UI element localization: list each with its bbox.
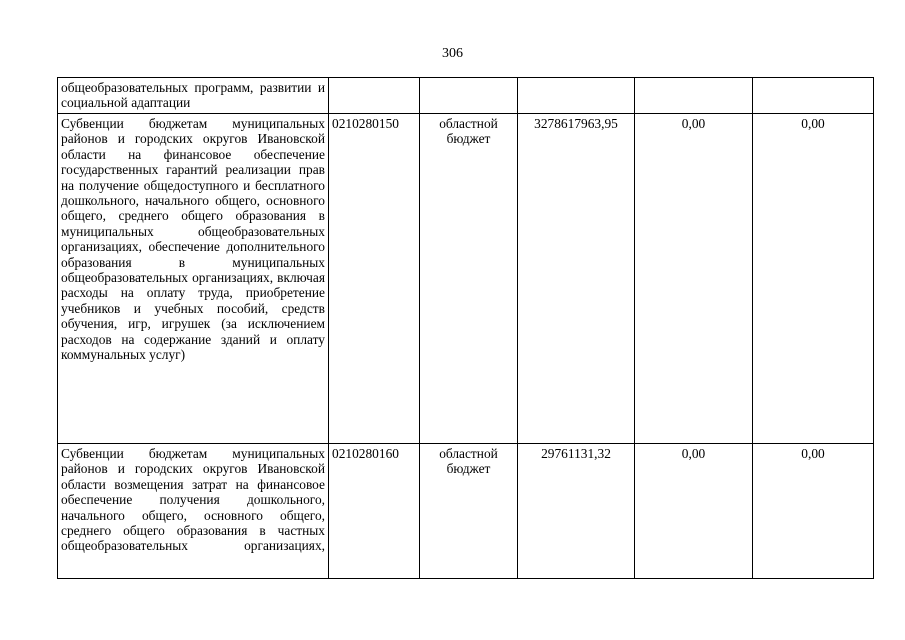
cell-value-2: 0,00 bbox=[635, 444, 753, 579]
page-number: 306 bbox=[442, 46, 463, 61]
cell-amount: 3278617963,95 bbox=[518, 114, 635, 444]
cell-code: 0210280160 bbox=[329, 444, 420, 579]
cell-value-3: 0,00 bbox=[753, 114, 874, 444]
cell-code bbox=[329, 78, 420, 114]
table-row bbox=[58, 114, 874, 444]
budget-table bbox=[57, 77, 874, 579]
cell-source: областной бюджет bbox=[420, 114, 518, 444]
cell-value-3: 0,00 bbox=[753, 444, 874, 579]
cell-amount: 29761131,32 bbox=[518, 444, 635, 579]
cell-value-2: 0,00 bbox=[635, 114, 753, 444]
cell-description: общеобразовательных программ, развитии и социальной адаптации bbox=[58, 78, 329, 114]
cell-description: Субвенции бюджетам муниципальных районов и городских округов Ивановской области на финансовое обеспечение государственных гарантий реализации прав на получение общедоступного и бесплатного дошкольного, начального общего, основного общего, среднего общего образования в муниципальных общеобразовательных организациях, обеспечение дополнительного образования в муниципальных общеобразовательных организациях, включая расходы на оплату труда, приобретение учебников и учебных пособий, средств обучения, игр, игрушек (за исключением расходов на содержание зданий и оплату коммунальных услуг) bbox=[58, 114, 329, 444]
cell-value-3 bbox=[753, 78, 874, 114]
table-row bbox=[58, 444, 874, 579]
cell-description: Субвенции бюджетам муниципальных районов и городских округов Ивановской области возмещения затрат на финансовое обеспечение получения дошкольного, начального общего, основного общего, среднего общего образования в частных общеобразовательных организациях, bbox=[58, 444, 329, 579]
cell-value-2 bbox=[635, 78, 753, 114]
cell-source: областной бюджет bbox=[420, 444, 518, 579]
table-row bbox=[58, 78, 874, 114]
cell-source bbox=[420, 78, 518, 114]
cell-amount bbox=[518, 78, 635, 114]
cell-code: 0210280150 bbox=[329, 114, 420, 444]
